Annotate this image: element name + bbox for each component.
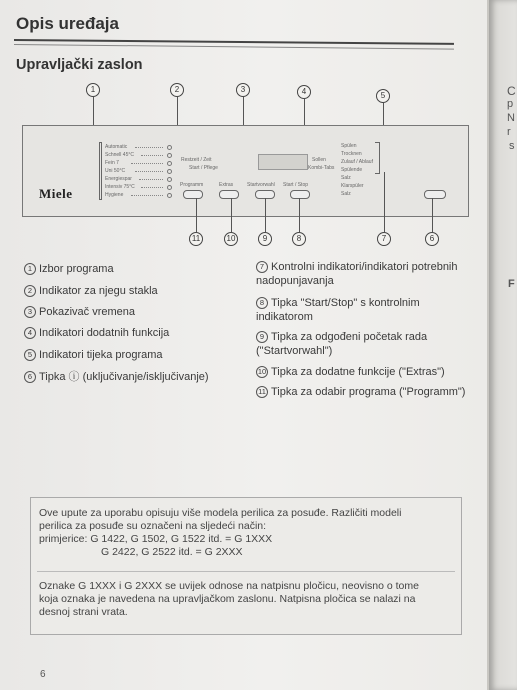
legend-text: Tipka za odabir programa ("Programm"): [271, 386, 466, 398]
callout-7: 7: [377, 232, 391, 246]
indicator-label: Spülende: [341, 167, 363, 173]
leader-line-11: [196, 198, 197, 232]
indicator-label: Zulauf / Ablauf: [341, 159, 373, 165]
indicator-label: Trocknen: [341, 151, 362, 157]
peek-letter: p: [507, 98, 514, 110]
program-led: [167, 185, 172, 190]
note-divider: [37, 571, 455, 572]
callout-5: 5: [376, 89, 390, 103]
model-note-box: [30, 497, 462, 635]
program-label: Energiespar: [105, 176, 132, 182]
legend-number: 7: [256, 261, 268, 273]
callout-2: 2: [170, 83, 184, 97]
legend-number: 8: [256, 297, 268, 309]
legend-number: 11: [256, 386, 268, 398]
indicator-label: Klarspüler: [341, 183, 364, 189]
program-led: [167, 153, 172, 158]
legend-text: Tipka ⓘ (uključivanje/isključivanje): [39, 371, 209, 383]
legend-item: [256, 296, 471, 324]
note-text: Ove upute za uporabu opisuju više modela perilica za posuđe. Različiti modeli: [39, 507, 402, 519]
note-text: desnoj strani vrata.: [39, 606, 128, 618]
button-label-startstop: Start / Stop: [283, 182, 309, 188]
start-stop-button[interactable]: [290, 190, 310, 199]
program-led: [167, 193, 172, 198]
legend-text: Pokazivač vremena: [39, 306, 135, 318]
program-led: [167, 145, 172, 150]
legend-text: Tipka za odgođeni početak rada ("Startvorwahl"): [256, 331, 428, 357]
callout-10: 10: [224, 232, 238, 246]
program-label: Hygiene: [105, 192, 124, 198]
indicator-bracket: [375, 142, 380, 174]
legend-item: [256, 385, 481, 399]
program-label: Automatic: [105, 144, 128, 150]
program-dots: [131, 163, 163, 164]
miele-logo: Miele: [39, 186, 73, 201]
button-label-extras: Extras: [219, 182, 234, 188]
section-title: Upravljački zaslon: [16, 57, 143, 73]
control-panel-diagram: [22, 125, 469, 217]
leader-line-8: [299, 198, 300, 232]
leader-line-9: [265, 198, 266, 232]
programm-button[interactable]: [183, 190, 203, 199]
program-dots: [131, 195, 163, 196]
callout-4: 4: [297, 85, 311, 99]
peek-letter: C: [507, 84, 516, 98]
program-label: Intensiv 75°C: [105, 184, 135, 190]
legend-item: [24, 348, 163, 362]
legend-text: Kontrolni indikatori/indikatori potrebnih nadopunjavanja: [256, 261, 458, 287]
legend-item: [24, 262, 114, 276]
legend-item: [24, 370, 209, 384]
button-label-programm: Programm: [180, 182, 204, 188]
program-label: Fein 7: [105, 160, 119, 166]
time-display: [258, 154, 308, 170]
note-text: perilica za posuđe su označeni na sljedeći način:: [39, 520, 267, 532]
callout-1: 1: [86, 83, 100, 97]
program-dots: [139, 179, 163, 180]
note-text: primjerice: G 1422, G 1502, G 1522 itd. = G 1XXX: [39, 533, 273, 545]
note-text: Oznake G 1XXX i G 2XXX se uvijek odnose na natpisnu pločicu, neovisno o tome: [39, 580, 419, 592]
peek-letter: s: [509, 140, 515, 152]
power-button[interactable]: [424, 190, 446, 199]
legend-number: 5: [24, 349, 36, 361]
display-left-label: Restzeit / Zeit: [181, 157, 212, 163]
legend-text: Tipka "Start/Stop" s kontrolnim indikatorom: [256, 297, 420, 323]
callout-11: 11: [189, 232, 203, 246]
legend-item: [24, 284, 158, 298]
peek-letter: r: [507, 126, 511, 138]
legend-text: Indikatori dodatnih funkcija: [39, 327, 170, 339]
callout-9: 9: [258, 232, 272, 246]
page-number: 6: [40, 669, 46, 680]
legend-text: Indikator za njegu stakla: [39, 285, 158, 297]
legend-item: [256, 365, 481, 379]
legend-number: 4: [24, 327, 36, 339]
program-dots: [135, 147, 163, 148]
callout-8: 8: [292, 232, 306, 246]
legend-item: [24, 305, 135, 319]
legend-number: 1: [24, 263, 36, 275]
program-label: Schnell 45°C: [105, 152, 134, 158]
leader-line-6: [432, 198, 433, 232]
adjacent-page-edge: [489, 0, 517, 690]
legend-text: Indikatori tijeka programa: [39, 349, 163, 361]
indicator-label: Spülen: [341, 143, 357, 149]
legend-number: 6: [24, 371, 36, 383]
legend-number: 3: [24, 306, 36, 318]
program-bracket: [99, 142, 102, 200]
note-text: G 2422, G 2522 itd. = G 2XXX: [101, 546, 243, 558]
peek-letter: N: [507, 112, 515, 124]
legend-text: Tipka za dodatne funkcije ("Extras"): [271, 366, 445, 378]
callout-3: 3: [236, 83, 250, 97]
page-title: Opis uređaja: [16, 14, 119, 33]
legend-text: Izbor programa: [39, 263, 114, 275]
program-dots: [141, 187, 163, 188]
display-left-label: Start / Pflege: [189, 165, 218, 171]
leader-line-7: [384, 172, 385, 232]
display-right-label: Kombi-Tabs: [308, 165, 335, 171]
program-led: [167, 177, 172, 182]
indicator-label: Salz: [341, 175, 351, 181]
legend-item: [256, 260, 471, 288]
program-label: Uni 50°C: [105, 168, 126, 174]
leader-line-10: [231, 198, 232, 232]
program-led: [167, 169, 172, 174]
program-led: [167, 161, 172, 166]
legend-item: [24, 326, 169, 340]
button-label-startvorwahl: Startvorwahl: [247, 182, 275, 188]
note-text: koja oznaka je navedena na upravljačkom zaslonu. Natpisna pločica se nalazi na: [39, 593, 416, 605]
display-right-label: Sollen: [312, 157, 326, 163]
legend-number: 2: [24, 285, 36, 297]
legend-number: 10: [257, 367, 267, 376]
peek-letter: F: [508, 278, 515, 290]
program-dots: [141, 155, 163, 156]
title-rule-thin: [14, 44, 454, 50]
extras-button[interactable]: [219, 190, 239, 199]
indicator-label: Salz: [341, 191, 351, 197]
callout-6: 6: [425, 232, 439, 246]
legend-number: 9: [256, 331, 268, 343]
program-dots: [135, 171, 163, 172]
legend-item: [256, 330, 471, 358]
